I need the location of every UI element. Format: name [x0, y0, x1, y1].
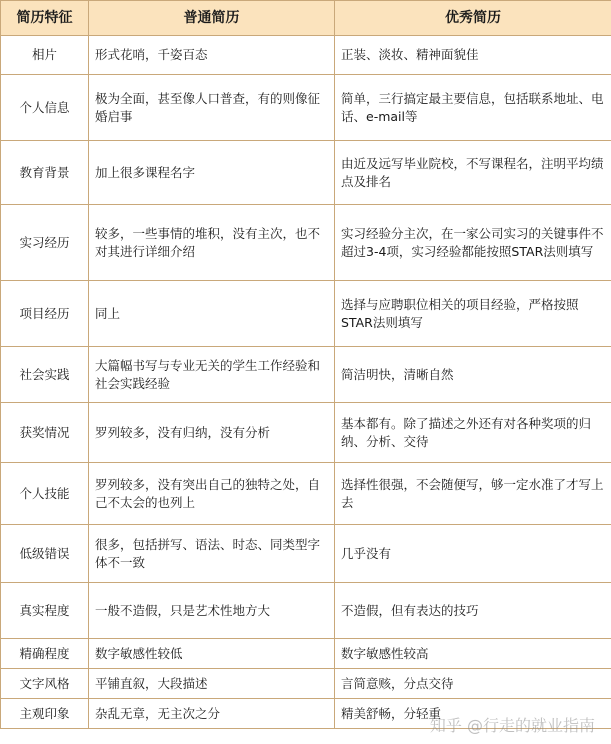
row-feature: 个人技能: [1, 463, 89, 525]
row-excellent: 实习经验分主次，在一家公司实习的关键事件不超过3-4项，实习经验都能按照STAR法则填写: [335, 205, 611, 281]
row-ordinary: 形式花哨，千姿百态: [89, 36, 335, 75]
table-row: [1, 669, 611, 699]
row-excellent: 选择与应聘职位相关的项目经验，严格按照STAR法则填写: [335, 281, 611, 347]
row-feature: 个人信息: [1, 75, 89, 141]
row-feature: 精确程度: [1, 639, 89, 669]
table-row: [1, 205, 611, 281]
table-row: [1, 347, 611, 403]
table-row: [1, 75, 611, 141]
row-excellent: 精美舒畅，分轻重: [335, 699, 611, 729]
row-excellent: 言简意赅，分点交待: [335, 669, 611, 699]
row-ordinary: 数字敏感性较低: [89, 639, 335, 669]
row-feature: 社会实践: [1, 347, 89, 403]
row-ordinary: 罗列较多，没有归纳，没有分析: [89, 403, 335, 463]
row-excellent: 几乎没有: [335, 525, 611, 583]
row-ordinary: 罗列较多，没有突出自己的独特之处，自己不太会的也列上: [89, 463, 335, 525]
row-excellent: 正装、淡妆、精神面貌佳: [335, 36, 611, 75]
row-feature: 文字风格: [1, 669, 89, 699]
header-feature: 简历特征: [1, 1, 89, 36]
row-excellent: 数字敏感性较高: [335, 639, 611, 669]
table-row: [1, 36, 611, 75]
row-excellent: 简单，三行搞定最主要信息，包括联系地址、电话、e-mail等: [335, 75, 611, 141]
table-row: [1, 639, 611, 669]
header-ordinary: 普通简历: [89, 1, 335, 36]
table-row: [1, 525, 611, 583]
row-excellent: 由近及远写毕业院校，不写课程名，注明平均绩点及排名: [335, 141, 611, 205]
table-row: [1, 281, 611, 347]
row-ordinary: 大篇幅书写与专业无关的学生工作经验和社会实践经验: [89, 347, 335, 403]
row-ordinary: 很多，包括拼写、语法、时态、同类型字体不一致: [89, 525, 335, 583]
row-feature: 教育背景: [1, 141, 89, 205]
header-row: [1, 1, 611, 36]
row-feature: 项目经历: [1, 281, 89, 347]
row-excellent: 简洁明快，清晰自然: [335, 347, 611, 403]
row-ordinary: 极为全面，甚至像人口普查，有的则像征婚启事: [89, 75, 335, 141]
row-ordinary: 杂乱无章，无主次之分: [89, 699, 335, 729]
row-feature: 低级错误: [1, 525, 89, 583]
table-row: [1, 403, 611, 463]
row-ordinary: 加上很多课程名字: [89, 141, 335, 205]
row-feature: 获奖情况: [1, 403, 89, 463]
table-row: [1, 463, 611, 525]
header-excellent: 优秀简历: [335, 1, 611, 36]
row-ordinary: 同上: [89, 281, 335, 347]
row-feature: 主观印象: [1, 699, 89, 729]
table-row: [1, 699, 611, 729]
row-ordinary: 较多，一些事情的堆积，没有主次，也不对其进行详细介绍: [89, 205, 335, 281]
table-row: [1, 583, 611, 639]
row-feature: 相片: [1, 36, 89, 75]
watermark: 知乎 @行走的就业指南: [429, 716, 595, 735]
row-excellent: 不造假，但有表达的技巧: [335, 583, 611, 639]
row-excellent: 基本都有。除了描述之外还有对各种奖项的归纳、分析、交待: [335, 403, 611, 463]
table-row: [1, 141, 611, 205]
row-excellent: 选择性很强，不会随便写，够一定水准了才写上去: [335, 463, 611, 525]
row-feature: 真实程度: [1, 583, 89, 639]
row-feature: 实习经历: [1, 205, 89, 281]
row-ordinary: 一般不造假，只是艺术性地方大: [89, 583, 335, 639]
row-ordinary: 平铺直叙，大段描述: [89, 669, 335, 699]
